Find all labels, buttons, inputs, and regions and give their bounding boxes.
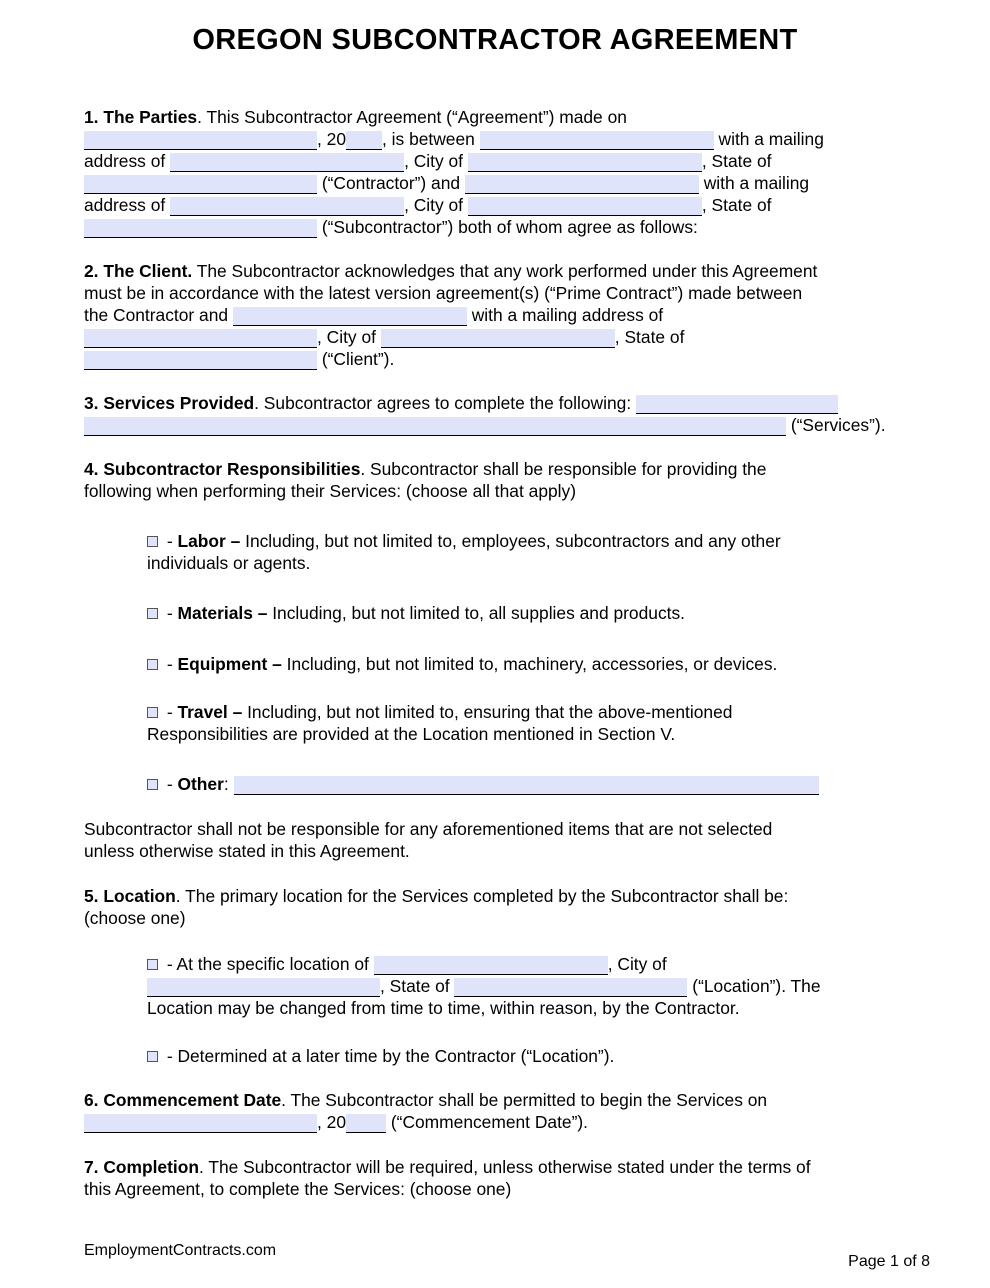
- s5-text: , State of: [380, 976, 450, 996]
- subcontractor-state-field[interactable]: [84, 219, 317, 238]
- subcontractor-name-field[interactable]: [465, 175, 699, 194]
- s2-text: , City of: [317, 327, 376, 347]
- s1-text: , City of: [404, 195, 464, 215]
- s1-text: address of: [84, 195, 166, 215]
- s1-line1: [84, 106, 627, 128]
- page-number: Page 1 of 8: [848, 1253, 930, 1270]
- s1-line3: [84, 150, 771, 172]
- option-text: Including, but not limited to, all supplies and products.: [267, 603, 685, 623]
- s3-line2: [84, 414, 886, 436]
- s4-note-line1: Subcontractor shall not be responsible for any aforementioned items that are not selected: [84, 819, 773, 839]
- specific-location-checkbox[interactable]: [147, 959, 158, 970]
- option-label: Travel –: [177, 702, 243, 722]
- option-text: Including, but not limited to, ensuring that the above-mentioned: [242, 702, 733, 722]
- option-equipment: [147, 653, 777, 675]
- s2-text: the Contractor and: [84, 305, 229, 325]
- s2-line2: must be in accordance with the latest version agreement(s) (“Prime Contract”) made between: [84, 283, 803, 303]
- contractor-state-field[interactable]: [84, 175, 317, 194]
- agreement-year-field[interactable]: [346, 131, 382, 150]
- s6-text: (“Commencement Date”).: [390, 1112, 588, 1132]
- option-travel-line2: Responsibilities are provided at the Location mentioned in Section V.: [147, 724, 676, 744]
- s3-text: (“Services”).: [790, 415, 886, 435]
- s1-text: address of: [84, 151, 166, 171]
- contractor-address-field[interactable]: [170, 153, 404, 172]
- s1-text: , State of: [701, 151, 772, 171]
- s1-text: (“Contractor”) and: [321, 173, 461, 193]
- subcontractor-address-field[interactable]: [170, 197, 404, 216]
- client-address-field[interactable]: [84, 329, 317, 348]
- equipment-checkbox[interactable]: [147, 659, 158, 670]
- dash: -: [162, 654, 178, 674]
- s1-text: (“Subcontractor”) both of whom agree as follows:: [321, 217, 698, 237]
- option-text: Including, but not limited to, machinery, accessories, or devices.: [281, 654, 778, 674]
- s3-line1: [84, 392, 838, 414]
- s1-text: , City of: [404, 151, 464, 171]
- s7-line1: [84, 1156, 811, 1178]
- s5-line2: (choose one): [84, 908, 186, 928]
- other-checkbox[interactable]: [147, 779, 158, 790]
- s1-line4: [84, 172, 809, 194]
- s2-line4: [84, 326, 684, 348]
- s5-text: - Determined at a later time by the Contractor (“Location”).: [162, 1046, 615, 1066]
- s2-line3: [84, 304, 663, 326]
- s2-text: (“Client”).: [321, 349, 395, 369]
- s4-line2: following when performing their Services: (choose all that apply): [84, 481, 577, 501]
- s1-text: , is between: [382, 129, 475, 149]
- option-materials: [147, 602, 685, 624]
- location-address-field[interactable]: [374, 956, 608, 975]
- s7-heading: 7. Completion: [84, 1157, 199, 1177]
- location-option-specific: [147, 953, 667, 975]
- s1-line2: [84, 128, 824, 150]
- s1-text: with a mailing: [718, 129, 824, 149]
- year-prefix: , 20: [317, 1112, 347, 1132]
- s5-text: , City of: [607, 954, 667, 974]
- option-label: Labor –: [177, 531, 241, 551]
- option-text: Including, but not limited to, employees, subcontractors and any other: [240, 531, 781, 551]
- s1-text: . This Subcontractor Agreement (“Agreement”) made on: [197, 107, 627, 127]
- s2-text: The Subcontractor acknowledges that any work performed under this Agreement: [192, 261, 818, 281]
- commencement-date-field[interactable]: [84, 1114, 317, 1133]
- location-city-field[interactable]: [147, 978, 380, 997]
- footer-site: EmploymentContracts.com: [84, 1242, 277, 1259]
- option-labor: [147, 530, 781, 552]
- s5-text: . The primary location for the Services completed by the Subcontractor shall be:: [175, 886, 789, 906]
- s6-line1: [84, 1089, 767, 1111]
- s1-line5: [84, 194, 771, 216]
- year-prefix: , 20: [317, 129, 347, 149]
- dash: -: [162, 603, 178, 623]
- s4-text: . Subcontractor shall be responsible for providing the: [360, 459, 767, 479]
- materials-checkbox[interactable]: [147, 608, 158, 619]
- option-label: Materials –: [177, 603, 268, 623]
- s1-line6: [84, 216, 698, 238]
- later-location-checkbox[interactable]: [147, 1051, 158, 1062]
- s4-line1: [84, 458, 766, 480]
- client-city-field[interactable]: [381, 329, 615, 348]
- option-text: :: [223, 774, 229, 794]
- option-labor-line2: individuals or agents.: [147, 553, 311, 573]
- s6-heading: 6. Commencement Date: [84, 1090, 282, 1110]
- contractor-name-field[interactable]: [480, 131, 714, 150]
- s5-text: - At the specific location of: [162, 954, 369, 974]
- s5-heading: 5. Location: [84, 886, 176, 906]
- location-option-specific-line3: Location may be changed from time to time, within reason, by the Contractor.: [147, 998, 740, 1018]
- services-field-1[interactable]: [636, 395, 838, 414]
- other-field[interactable]: [234, 776, 819, 795]
- s1-text: , State of: [701, 195, 772, 215]
- s3-text: . Subcontractor agrees to complete the following:: [254, 393, 632, 413]
- labor-checkbox[interactable]: [147, 536, 158, 547]
- s4-heading: 4. Subcontractor Responsibilities: [84, 459, 361, 479]
- option-travel: [147, 701, 732, 723]
- location-option-later: [147, 1045, 614, 1067]
- document-title: OREGON SUBCONTRACTOR AGREEMENT: [192, 24, 798, 56]
- s5-line1: [84, 885, 788, 907]
- services-field-2[interactable]: [84, 417, 786, 436]
- option-other: [147, 773, 819, 795]
- s1-heading: 1. The Parties: [84, 107, 198, 127]
- dash: -: [162, 774, 178, 794]
- travel-checkbox[interactable]: [147, 707, 158, 718]
- client-state-field[interactable]: [84, 351, 317, 370]
- s1-text: with a mailing: [703, 173, 810, 193]
- s7-line2: this Agreement, to complete the Services: (choose one): [84, 1179, 512, 1199]
- s5-text: (“Location”). The: [692, 976, 821, 996]
- commencement-year-field[interactable]: [346, 1114, 386, 1133]
- option-label: Other: [177, 774, 224, 794]
- s7-text: . The Subcontractor will be required, unless otherwise stated under the terms of: [198, 1157, 811, 1177]
- s2-text: , State of: [614, 327, 685, 347]
- s6-text: . The Subcontractor shall be permitted to begin the Services on: [281, 1090, 768, 1110]
- s6-line2: [84, 1111, 588, 1133]
- location-option-specific-line2: [147, 975, 821, 997]
- s4-note-line2: unless otherwise stated in this Agreement.: [84, 841, 410, 861]
- s3-heading: 3. Services Provided: [84, 393, 255, 413]
- option-label: Equipment –: [177, 654, 282, 674]
- dash: -: [162, 531, 178, 551]
- location-state-field[interactable]: [454, 978, 687, 997]
- subcontractor-city-field[interactable]: [468, 197, 702, 216]
- s2-heading: 2. The Client.: [84, 261, 193, 281]
- dash: -: [162, 702, 178, 722]
- contractor-city-field[interactable]: [468, 153, 702, 172]
- agreement-date-field[interactable]: [84, 131, 317, 150]
- client-name-field[interactable]: [233, 307, 467, 326]
- s2-line1: [84, 260, 817, 282]
- s2-text: with a mailing address of: [471, 305, 664, 325]
- s2-line5: [84, 348, 394, 370]
